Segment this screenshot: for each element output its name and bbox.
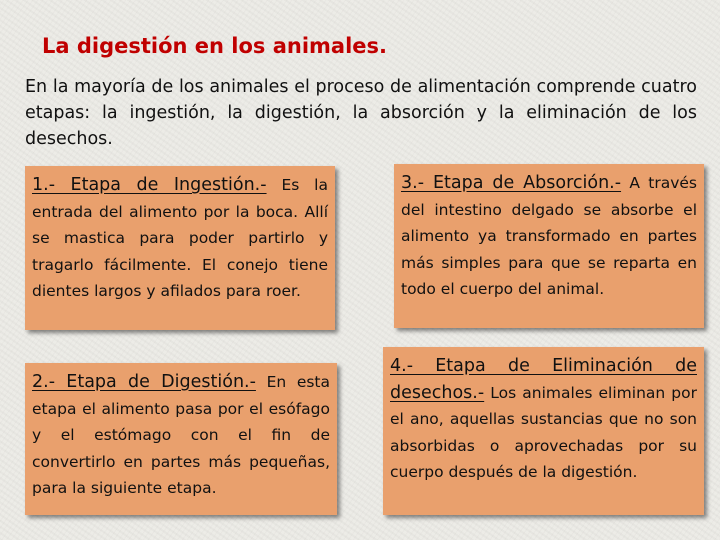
- stage-text-absorption: A través del intestino delgado se absorbe el alimento ya transformado en partes más simples para que se reparta en todo el cuerpo del animal.: [401, 174, 697, 298]
- stage-box-ingestion: [25, 166, 335, 330]
- stage-text-ingestion: Es la entrada del alimento por la boca. Allí se mastica para poder partirlo y tragarlo fácilmente. El conejo tiene dientes largos y afilados para roer.: [32, 176, 328, 300]
- stage-text-digestion: En esta etapa el alimento pasa por el esófago y el estómago con el fin de convertirlo en partes más pequeñas, para la siguiente etapa.: [32, 373, 331, 497]
- intro-paragraph: En la mayoría de los animales el proceso de alimentación comprende cuatro etapas: la ingestión, la digestión, la absorción y la eliminación de los desechos.: [25, 77, 697, 149]
- stage-box-digestion: [25, 363, 337, 515]
- stage-box-absorption: [394, 164, 704, 328]
- page-title: La digestión en los animales.: [42, 34, 388, 58]
- stage-text-elimination: Los animales eliminan por el ano, aquellas sustancias que no son absorbidas o aprovechadas por su cuerpo después de la digestión.: [390, 383, 697, 481]
- stage-box-elimination: [383, 347, 704, 515]
- stage-heading-elimination: 4.- Etapa de Eliminación de desechos.-: [390, 356, 697, 403]
- stage-heading-ingestion: 1.- Etapa de Ingestión.-: [32, 175, 267, 195]
- stage-heading-absorption: 3.- Etapa de Absorción.-: [401, 173, 622, 193]
- stage-heading-digestion: 2.- Etapa de Digestión.-: [32, 372, 256, 392]
